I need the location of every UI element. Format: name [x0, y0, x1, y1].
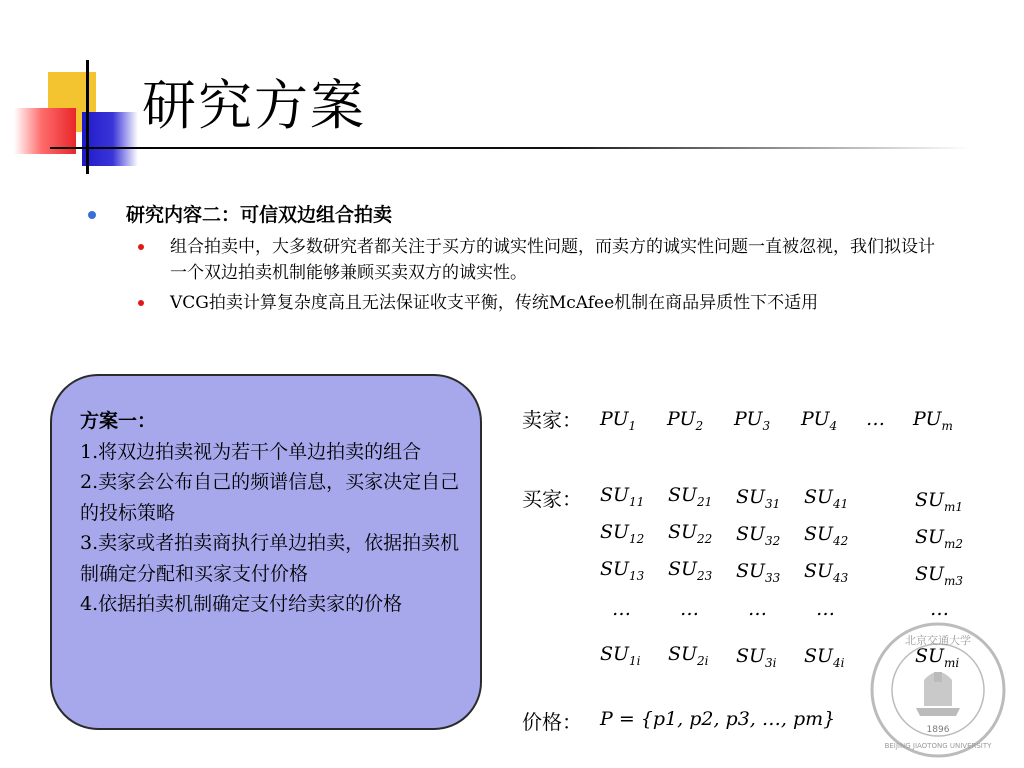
- price-formula: P = {p1, p2, p3, …, pm}: [600, 708, 836, 730]
- svg-text:北京交通大学: 北京交通大学: [905, 634, 971, 647]
- buyer-term: $SU_{4i}$: [804, 645, 845, 670]
- sub-bullet-text: 组合拍卖中，大多数研究者都关注于买方的诚实性问题，而卖方的诚实性问题一直被忽视，我们拟设计一个双边拍卖机制能够兼顾买卖双方的诚实性。: [170, 237, 935, 283]
- seller-term: $PU_1$: [600, 408, 637, 433]
- bullet-level1: [88, 200, 948, 230]
- buyer-term: $SU_{42}$: [804, 523, 849, 548]
- buyer-term: $SU_{13}$: [600, 558, 645, 583]
- title-underline: [50, 147, 970, 149]
- buyer-term: $SU_{41}$: [804, 486, 849, 511]
- plan-box: [50, 374, 482, 730]
- sub-bullet-text: VCG拍卖计算复杂度高且无法保证收支平衡，传统McAfee机制在商品异质性下不适用: [170, 293, 819, 313]
- deco-vertical-line: [86, 60, 89, 174]
- plan-heading: 方案一：: [80, 410, 157, 432]
- plan-item: 4.依据拍卖机制确定支付给卖家的价格: [80, 593, 403, 615]
- buyer-term: $SU_{33}$: [736, 560, 781, 585]
- svg-text:BEIJING JIAOTONG UNIVERSITY: BEIJING JIAOTONG UNIVERSITY: [884, 742, 992, 750]
- buyer-term: $SU_{22}$: [668, 521, 713, 546]
- buyer-term: $SU_{1i}$: [600, 643, 641, 668]
- buyer-term: $SU_{21}$: [668, 484, 713, 509]
- buyer-term: $SU_{3i}$: [736, 645, 777, 670]
- seller-term: $PU_3$: [734, 408, 771, 433]
- ellipsis: …: [612, 598, 631, 620]
- sub-bullet-dot-icon: [138, 244, 144, 250]
- sub-bullet-dot-icon: [138, 300, 144, 306]
- sub-bullet: [132, 234, 948, 286]
- deco-blue-square: [82, 112, 138, 166]
- plan-item: 2.卖家会公布自己的频谱信息，买家决定自己的投标策略: [80, 471, 460, 524]
- seller-term: $PU_m$: [913, 408, 953, 433]
- buyer-term: $SU_{m2}$: [915, 526, 964, 551]
- buyer-term: $SU_{31}$: [736, 486, 781, 511]
- buyer-term: $SU_{mi}$: [915, 645, 960, 670]
- svg-text:1896: 1896: [926, 725, 950, 735]
- slide-title: 研究方案: [142, 74, 366, 137]
- ellipsis: …: [930, 598, 949, 620]
- bullet-text: 研究内容二：可信双边组合拍卖: [126, 204, 393, 226]
- sellers-label: 卖家：: [522, 408, 582, 432]
- buyer-term: $SU_{m1}$: [915, 489, 964, 514]
- ellipsis: …: [748, 598, 767, 620]
- buyer-term: $SU_{m3}$: [915, 563, 964, 588]
- plan-item: 3.卖家或者拍卖商执行单边拍卖，依据拍卖机制确定分配和买家支付价格: [80, 532, 460, 585]
- bullet-list: [88, 200, 948, 316]
- buyers-label: 买家：: [522, 487, 582, 511]
- ellipsis: …: [866, 408, 885, 430]
- bullet-dot-icon: [88, 211, 96, 219]
- seller-term: $PU_2$: [667, 408, 704, 433]
- buyer-term: $SU_{12}$: [600, 521, 645, 546]
- plan-item: 1.将双边拍卖视为若干个单边拍卖的组合: [80, 440, 422, 463]
- buyer-term: $SU_{11}$: [600, 484, 645, 509]
- price-label: 价格：: [522, 710, 582, 734]
- sub-bullet: [132, 290, 948, 316]
- buyer-term: $SU_{43}$: [804, 560, 849, 585]
- buyer-term: $SU_{2i}$: [668, 643, 709, 668]
- buyer-term: $SU_{32}$: [736, 523, 781, 548]
- buyer-term: $SU_{23}$: [668, 558, 713, 583]
- university-seal-icon: [868, 620, 1008, 760]
- seller-term: $PU_4$: [801, 408, 838, 433]
- ellipsis: …: [816, 598, 835, 620]
- ellipsis: …: [680, 598, 699, 620]
